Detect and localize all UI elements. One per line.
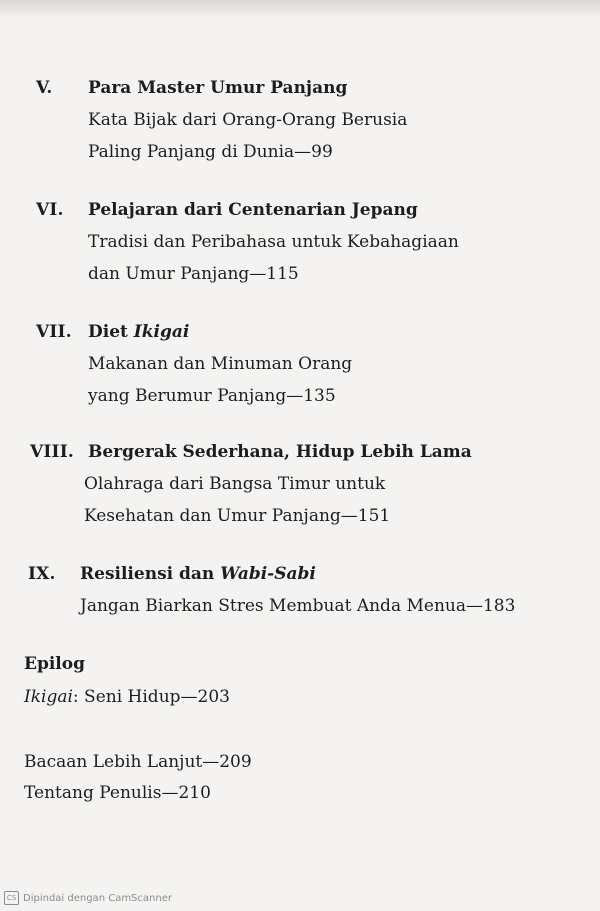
epilog-heading: Epilog	[24, 654, 85, 674]
further-reading-entry: Bacaan Lebih Lanjut—209	[24, 752, 252, 772]
watermark-text: Dipindai dengan CamScanner	[23, 892, 172, 904]
chapter-title: Para Master Umur Panjang	[88, 78, 348, 98]
chapter-number: VII.	[36, 322, 72, 342]
chapter-title: Diet Ikigai	[88, 322, 190, 342]
epilog-entry: Ikigai: Seni Hidup—203	[24, 687, 230, 707]
chapter-subtitle-line: Jangan Biarkan Stres Membuat Anda Menua—183	[80, 596, 516, 616]
chapter-subtitle-line: Makanan dan Minuman Orang	[88, 354, 353, 374]
chapter-subtitle-line: yang Berumur Panjang—135	[88, 386, 336, 406]
scanner-watermark	[4, 891, 172, 905]
chapter-subtitle-line: Kesehatan dan Umur Panjang—151	[84, 506, 391, 526]
about-author-entry: Tentang Penulis—210	[24, 783, 211, 803]
chapter-subtitle-line: Tradisi dan Peribahasa untuk Kebahagiaan	[88, 232, 459, 252]
chapter-subtitle-line: Olahraga dari Bangsa Timur untuk	[84, 474, 386, 494]
chapter-title: Bergerak Sederhana, Hidup Lebih Lama	[88, 442, 472, 462]
chapter-number: IX.	[28, 564, 56, 584]
chapter-title: Resiliensi dan Wabi-Sabi	[80, 564, 316, 584]
camscanner-logo-icon: CS	[4, 891, 19, 905]
chapter-number: V.	[36, 78, 53, 98]
chapter-number: VIII.	[30, 442, 74, 462]
chapter-subtitle-line: dan Umur Panjang—115	[88, 264, 299, 284]
page-top-edge	[0, 0, 600, 18]
chapter-title: Pelajaran dari Centenarian Jepang	[88, 200, 418, 220]
chapter-number: VI.	[36, 200, 64, 220]
chapter-subtitle-line: Kata Bijak dari Orang-Orang Berusia	[88, 110, 408, 130]
chapter-subtitle-line: Paling Panjang di Dunia—99	[88, 142, 333, 162]
